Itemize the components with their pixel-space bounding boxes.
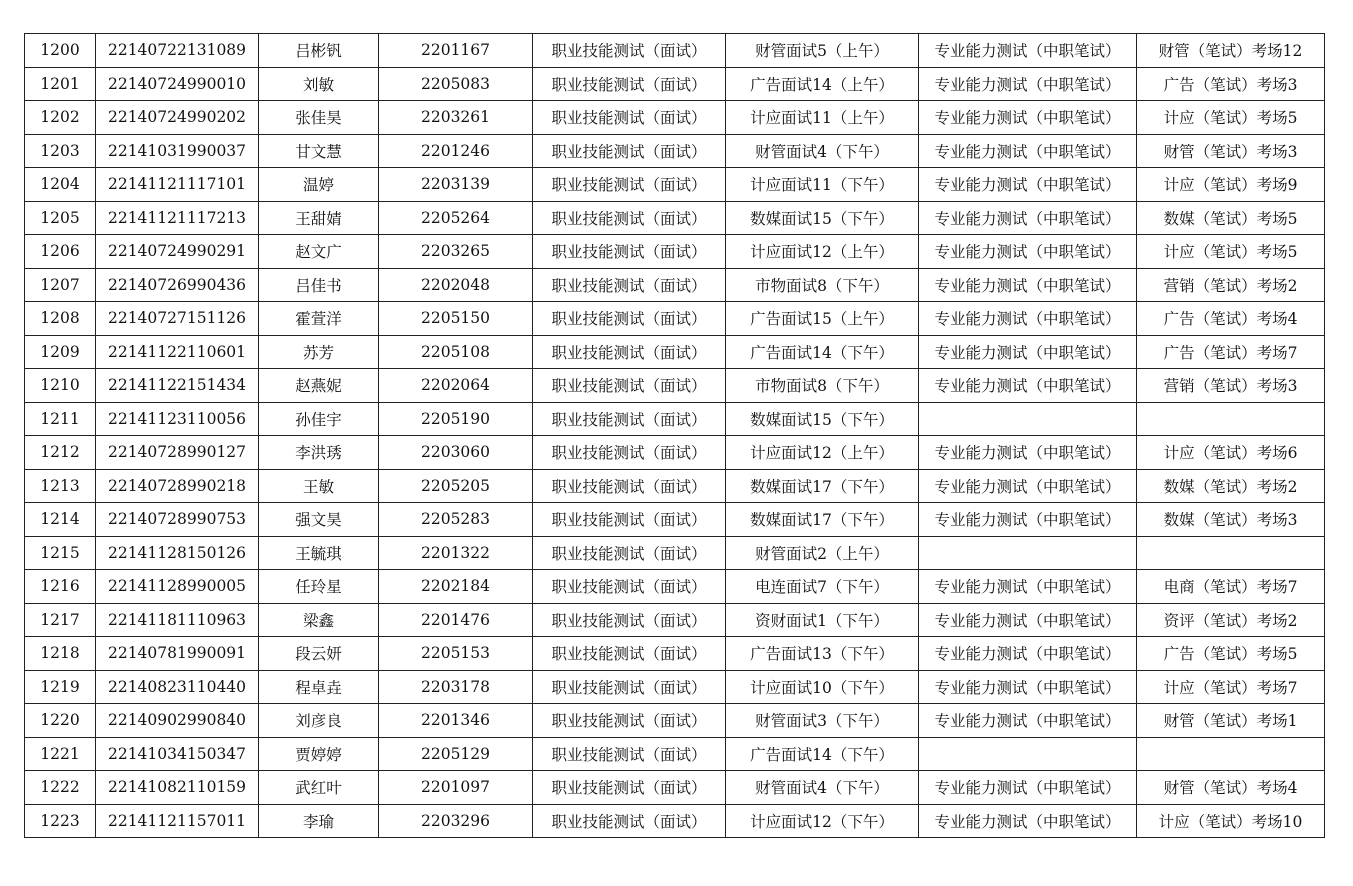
exam-number-cell: 2201476 — [379, 603, 533, 637]
candidate-id-cell: 22141031990037 — [96, 134, 259, 168]
written-subject-cell: 专业能力测试（中职笔试） — [919, 268, 1137, 302]
exam-number-cell: 2201097 — [379, 771, 533, 805]
seq-number-cell: 1202 — [25, 101, 96, 135]
exam-number-cell: 2203261 — [379, 101, 533, 135]
interview-session-cell: 数媒面试17（下午） — [726, 503, 919, 537]
written-room-cell: 计应（笔试）考场6 — [1137, 436, 1325, 470]
candidate-id-cell: 22140728990218 — [96, 469, 259, 503]
written-room-cell: 计应（笔试）考场5 — [1137, 235, 1325, 269]
table-row — [25, 469, 1325, 503]
interview-subject-cell: 职业技能测试（面试） — [533, 201, 726, 235]
table-row — [25, 335, 1325, 369]
exam-number-cell: 2205205 — [379, 469, 533, 503]
interview-session-cell: 数媒面试15（下午） — [726, 402, 919, 436]
exam-number-cell: 2202064 — [379, 369, 533, 403]
candidate-id-cell: 22141181110963 — [96, 603, 259, 637]
table-row — [25, 369, 1325, 403]
seq-number-cell: 1211 — [25, 402, 96, 436]
interview-session-cell: 计应面试11（上午） — [726, 101, 919, 135]
candidate-id-cell: 22141128150126 — [96, 536, 259, 570]
table-row — [25, 101, 1325, 135]
interview-subject-cell: 职业技能测试（面试） — [533, 168, 726, 202]
interview-session-cell: 计应面试12（下午） — [726, 804, 919, 838]
interview-subject-cell: 职业技能测试（面试） — [533, 34, 726, 68]
seq-number-cell: 1218 — [25, 637, 96, 671]
name-cell: 段云妍 — [259, 637, 379, 671]
exam-number-cell: 2205129 — [379, 737, 533, 771]
candidate-id-cell: 22141128990005 — [96, 570, 259, 604]
interview-session-cell: 广告面试14（下午） — [726, 335, 919, 369]
interview-subject-cell: 职业技能测试（面试） — [533, 503, 726, 537]
name-cell: 吕佳书 — [259, 268, 379, 302]
interview-session-cell: 计应面试12（上午） — [726, 436, 919, 470]
interview-session-cell: 广告面试14（上午） — [726, 67, 919, 101]
table-row — [25, 402, 1325, 436]
interview-subject-cell: 职业技能测试（面试） — [533, 268, 726, 302]
written-subject-cell: 专业能力测试（中职笔试） — [919, 134, 1137, 168]
name-cell: 苏芳 — [259, 335, 379, 369]
interview-session-cell: 计应面试11（下午） — [726, 168, 919, 202]
exam-number-cell: 2201322 — [379, 536, 533, 570]
interview-subject-cell: 职业技能测试（面试） — [533, 737, 726, 771]
table-row — [25, 235, 1325, 269]
interview-subject-cell: 职业技能测试（面试） — [533, 570, 726, 604]
name-cell: 吕彬钒 — [259, 34, 379, 68]
table-row — [25, 704, 1325, 738]
interview-session-cell: 数媒面试15（下午） — [726, 201, 919, 235]
seq-number-cell: 1207 — [25, 268, 96, 302]
name-cell: 王毓琪 — [259, 536, 379, 570]
candidate-id-cell: 22140722131089 — [96, 34, 259, 68]
candidate-id-cell: 22140724990202 — [96, 101, 259, 135]
name-cell: 任玲星 — [259, 570, 379, 604]
table-row — [25, 436, 1325, 470]
candidate-id-cell: 22141121157011 — [96, 804, 259, 838]
interview-session-cell: 财管面试4（下午） — [726, 771, 919, 805]
exam-number-cell: 2202184 — [379, 570, 533, 604]
interview-subject-cell: 职业技能测试（面试） — [533, 101, 726, 135]
name-cell: 李瑜 — [259, 804, 379, 838]
seq-number-cell: 1213 — [25, 469, 96, 503]
table-body — [25, 34, 1325, 838]
name-cell: 甘文慧 — [259, 134, 379, 168]
interview-subject-cell: 职业技能测试（面试） — [533, 335, 726, 369]
written-room-cell: 数媒（笔试）考场3 — [1137, 503, 1325, 537]
written-room-cell: 广告（笔试）考场5 — [1137, 637, 1325, 671]
written-room-cell: 财管（笔试）考场4 — [1137, 771, 1325, 805]
written-subject-cell: 专业能力测试（中职笔试） — [919, 804, 1137, 838]
written-subject-cell: 专业能力测试（中职笔试） — [919, 637, 1137, 671]
exam-number-cell: 2203178 — [379, 670, 533, 704]
name-cell: 王甜婧 — [259, 201, 379, 235]
name-cell: 王敏 — [259, 469, 379, 503]
table-row — [25, 771, 1325, 805]
candidate-id-cell: 22141122110601 — [96, 335, 259, 369]
candidate-id-cell: 22140724990291 — [96, 235, 259, 269]
name-cell: 梁鑫 — [259, 603, 379, 637]
seq-number-cell: 1200 — [25, 34, 96, 68]
name-cell: 温婷 — [259, 168, 379, 202]
exam-number-cell: 2205190 — [379, 402, 533, 436]
interview-session-cell: 广告面试13（下午） — [726, 637, 919, 671]
seq-number-cell: 1205 — [25, 201, 96, 235]
exam-number-cell: 2203296 — [379, 804, 533, 838]
interview-session-cell: 广告面试15（上午） — [726, 302, 919, 336]
interview-session-cell: 计应面试10（下午） — [726, 670, 919, 704]
candidate-id-cell: 22140728990127 — [96, 436, 259, 470]
exam-number-cell: 2201167 — [379, 34, 533, 68]
written-subject-cell: 专业能力测试（中职笔试） — [919, 34, 1137, 68]
interview-subject-cell: 职业技能测试（面试） — [533, 804, 726, 838]
seq-number-cell: 1215 — [25, 536, 96, 570]
candidate-id-cell: 22141034150347 — [96, 737, 259, 771]
written-subject-cell: 专业能力测试（中职笔试） — [919, 436, 1137, 470]
interview-session-cell: 电连面试7（下午） — [726, 570, 919, 604]
interview-session-cell: 市物面试8（下午） — [726, 369, 919, 403]
written-room-cell: 计应（笔试）考场10 — [1137, 804, 1325, 838]
seq-number-cell: 1223 — [25, 804, 96, 838]
table-row — [25, 134, 1325, 168]
name-cell: 刘敏 — [259, 67, 379, 101]
written-room-cell: 电商（笔试）考场7 — [1137, 570, 1325, 604]
written-subject-cell: 专业能力测试（中职笔试） — [919, 469, 1137, 503]
interview-subject-cell: 职业技能测试（面试） — [533, 771, 726, 805]
interview-session-cell: 财管面试5（上午） — [726, 34, 919, 68]
seq-number-cell: 1220 — [25, 704, 96, 738]
written-room-cell: 广告（笔试）考场4 — [1137, 302, 1325, 336]
written-subject-cell: 专业能力测试（中职笔试） — [919, 302, 1137, 336]
exam-schedule-table — [24, 33, 1325, 838]
exam-number-cell: 2205150 — [379, 302, 533, 336]
seq-number-cell: 1219 — [25, 670, 96, 704]
table-row — [25, 570, 1325, 604]
written-subject-cell: 专业能力测试（中职笔试） — [919, 570, 1137, 604]
name-cell: 程卓垚 — [259, 670, 379, 704]
interview-session-cell: 计应面试12（上午） — [726, 235, 919, 269]
written-subject-cell: 专业能力测试（中职笔试） — [919, 335, 1137, 369]
candidate-id-cell: 22140728990753 — [96, 503, 259, 537]
candidate-id-cell: 22140823110440 — [96, 670, 259, 704]
written-subject-cell: 专业能力测试（中职笔试） — [919, 503, 1137, 537]
written-subject-cell: 专业能力测试（中职笔试） — [919, 67, 1137, 101]
interview-subject-cell: 职业技能测试（面试） — [533, 302, 726, 336]
written-subject-cell: 专业能力测试（中职笔试） — [919, 168, 1137, 202]
name-cell: 武红叶 — [259, 771, 379, 805]
interview-session-cell: 财管面试2（上午） — [726, 536, 919, 570]
interview-subject-cell: 职业技能测试（面试） — [533, 704, 726, 738]
table-row — [25, 168, 1325, 202]
table-row — [25, 804, 1325, 838]
interview-subject-cell: 职业技能测试（面试） — [533, 603, 726, 637]
written-room-cell: 数媒（笔试）考场5 — [1137, 201, 1325, 235]
exam-number-cell: 2205283 — [379, 503, 533, 537]
name-cell: 强文昊 — [259, 503, 379, 537]
interview-subject-cell: 职业技能测试（面试） — [533, 134, 726, 168]
written-room-cell: 广告（笔试）考场7 — [1137, 335, 1325, 369]
candidate-id-cell: 22141123110056 — [96, 402, 259, 436]
written-room-cell: 数媒（笔试）考场2 — [1137, 469, 1325, 503]
interview-subject-cell: 职业技能测试（面试） — [533, 637, 726, 671]
written-room-cell — [1137, 737, 1325, 771]
name-cell: 孙佳宇 — [259, 402, 379, 436]
name-cell: 贾婷婷 — [259, 737, 379, 771]
candidate-id-cell: 22140726990436 — [96, 268, 259, 302]
seq-number-cell: 1216 — [25, 570, 96, 604]
written-subject-cell: 专业能力测试（中职笔试） — [919, 704, 1137, 738]
table-row — [25, 201, 1325, 235]
interview-subject-cell: 职业技能测试（面试） — [533, 369, 726, 403]
table-row — [25, 503, 1325, 537]
name-cell: 赵燕妮 — [259, 369, 379, 403]
candidate-id-cell: 22141082110159 — [96, 771, 259, 805]
seq-number-cell: 1203 — [25, 134, 96, 168]
exam-number-cell: 2201246 — [379, 134, 533, 168]
written-subject-cell: 专业能力测试（中职笔试） — [919, 201, 1137, 235]
seq-number-cell: 1212 — [25, 436, 96, 470]
written-room-cell: 财管（笔试）考场3 — [1137, 134, 1325, 168]
exam-number-cell: 2202048 — [379, 268, 533, 302]
written-room-cell: 财管（笔试）考场1 — [1137, 704, 1325, 738]
candidate-id-cell: 22140781990091 — [96, 637, 259, 671]
name-cell: 张佳昊 — [259, 101, 379, 135]
seq-number-cell: 1221 — [25, 737, 96, 771]
seq-number-cell: 1204 — [25, 168, 96, 202]
interview-session-cell: 广告面试14（下午） — [726, 737, 919, 771]
seq-number-cell: 1222 — [25, 771, 96, 805]
written-subject-cell: 专业能力测试（中职笔试） — [919, 235, 1137, 269]
name-cell: 赵文广 — [259, 235, 379, 269]
table-row — [25, 34, 1325, 68]
written-subject-cell: 专业能力测试（中职笔试） — [919, 101, 1137, 135]
candidate-id-cell: 22140724990010 — [96, 67, 259, 101]
written-subject-cell — [919, 402, 1137, 436]
interview-subject-cell: 职业技能测试（面试） — [533, 235, 726, 269]
written-room-cell: 财管（笔试）考场12 — [1137, 34, 1325, 68]
interview-subject-cell: 职业技能测试（面试） — [533, 469, 726, 503]
written-room-cell: 营销（笔试）考场3 — [1137, 369, 1325, 403]
candidate-id-cell: 22140727151126 — [96, 302, 259, 336]
seq-number-cell: 1208 — [25, 302, 96, 336]
interview-subject-cell: 职业技能测试（面试） — [533, 67, 726, 101]
written-room-cell — [1137, 536, 1325, 570]
table-row — [25, 670, 1325, 704]
interview-subject-cell: 职业技能测试（面试） — [533, 536, 726, 570]
exam-number-cell: 2203139 — [379, 168, 533, 202]
exam-number-cell: 2205083 — [379, 67, 533, 101]
name-cell: 李洪琇 — [259, 436, 379, 470]
exam-number-cell: 2205108 — [379, 335, 533, 369]
seq-number-cell: 1209 — [25, 335, 96, 369]
interview-subject-cell: 职业技能测试（面试） — [533, 436, 726, 470]
exam-number-cell: 2201346 — [379, 704, 533, 738]
written-room-cell: 计应（笔试）考场7 — [1137, 670, 1325, 704]
exam-number-cell: 2205264 — [379, 201, 533, 235]
table-row — [25, 67, 1325, 101]
interview-session-cell: 市物面试8（下午） — [726, 268, 919, 302]
interview-session-cell: 财管面试3（下午） — [726, 704, 919, 738]
written-room-cell: 营销（笔试）考场2 — [1137, 268, 1325, 302]
interview-subject-cell: 职业技能测试（面试） — [533, 670, 726, 704]
name-cell: 霍萱洋 — [259, 302, 379, 336]
table-row — [25, 737, 1325, 771]
written-subject-cell: 专业能力测试（中职笔试） — [919, 369, 1137, 403]
table-row — [25, 603, 1325, 637]
written-subject-cell: 专业能力测试（中职笔试） — [919, 670, 1137, 704]
candidate-id-cell: 22141121117101 — [96, 168, 259, 202]
written-room-cell: 资评（笔试）考场2 — [1137, 603, 1325, 637]
table-row — [25, 536, 1325, 570]
candidate-id-cell: 22140902990840 — [96, 704, 259, 738]
written-room-cell: 广告（笔试）考场3 — [1137, 67, 1325, 101]
exam-number-cell: 2203265 — [379, 235, 533, 269]
written-room-cell: 计应（笔试）考场9 — [1137, 168, 1325, 202]
exam-number-cell: 2205153 — [379, 637, 533, 671]
candidate-id-cell: 22141122151434 — [96, 369, 259, 403]
name-cell: 刘彦良 — [259, 704, 379, 738]
written-subject-cell: 专业能力测试（中职笔试） — [919, 771, 1137, 805]
table-row — [25, 637, 1325, 671]
interview-session-cell: 财管面试4（下午） — [726, 134, 919, 168]
written-subject-cell: 专业能力测试（中职笔试） — [919, 603, 1137, 637]
seq-number-cell: 1201 — [25, 67, 96, 101]
interview-subject-cell: 职业技能测试（面试） — [533, 402, 726, 436]
table-row — [25, 302, 1325, 336]
seq-number-cell: 1210 — [25, 369, 96, 403]
interview-session-cell: 资财面试1（下午） — [726, 603, 919, 637]
candidate-id-cell: 22141121117213 — [96, 201, 259, 235]
written-room-cell — [1137, 402, 1325, 436]
seq-number-cell: 1217 — [25, 603, 96, 637]
interview-session-cell: 数媒面试17（下午） — [726, 469, 919, 503]
seq-number-cell: 1214 — [25, 503, 96, 537]
table-row — [25, 268, 1325, 302]
exam-number-cell: 2203060 — [379, 436, 533, 470]
written-subject-cell — [919, 737, 1137, 771]
seq-number-cell: 1206 — [25, 235, 96, 269]
written-subject-cell — [919, 536, 1137, 570]
written-room-cell: 计应（笔试）考场5 — [1137, 101, 1325, 135]
